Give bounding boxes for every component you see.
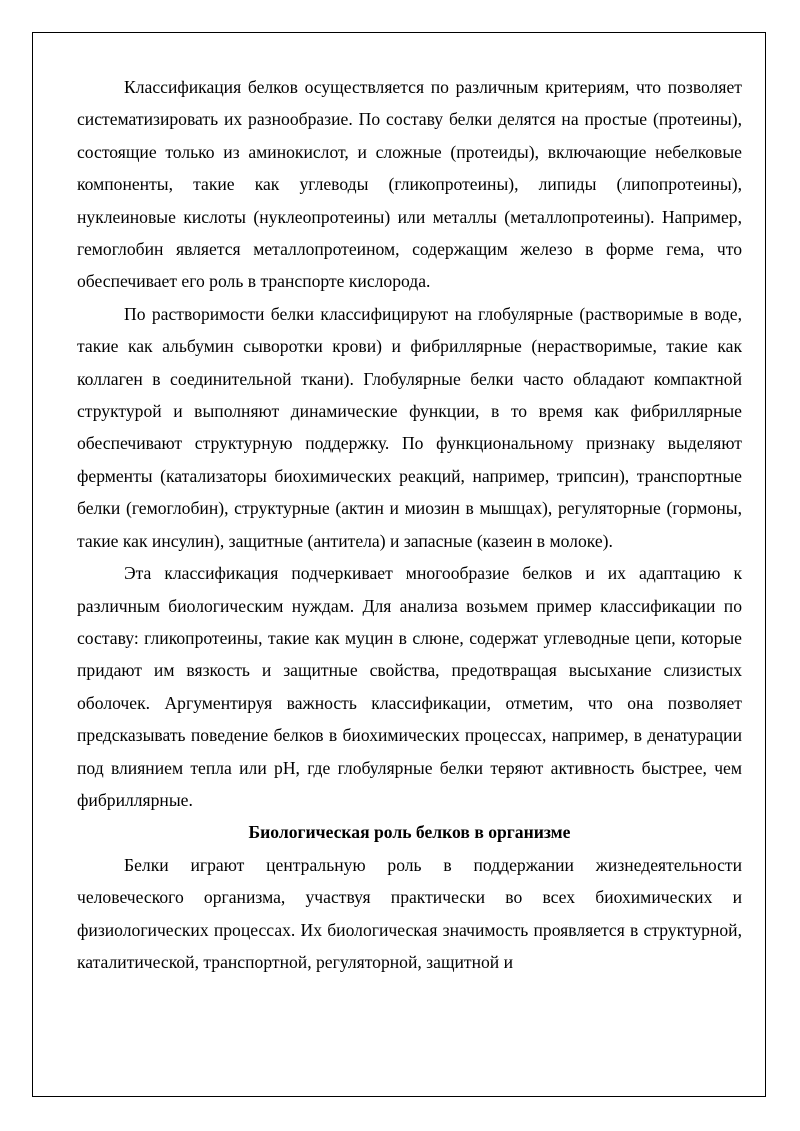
document-body	[77, 71, 742, 978]
paragraph-analysis: Эта классификация подчеркивает многообразие белков и их адаптацию к различным биологическим нуждам. Для анализа возьмем пример классификации по составу: гликопротеины, такие как муцин в слюне, содержат углеводные цепи, которые придают им вязкость и защитные свойства, предотвращая высыхание слизистых оболочек. Аргументируя важность классификации, отметим, что она позволяет предсказывать поведение белков в биохимических процессах, например, в денатурации под влиянием тепла или pH, где глобулярные белки теряют активность быстрее, чем фибриллярные.	[77, 563, 742, 810]
paragraph-biological-role: Белки играют центральную роль в поддержании жизнедеятельности человеческого организма, участвуя практически во всех биохимических и физиологических процессах. Их биологическая значимость проявляется в структурной, каталитической, транспортной, регуляторной, защитной и	[77, 854, 742, 972]
paragraph-solubility: По растворимости белки классифицируют на глобулярные (растворимые в воде, такие как альбумин сыворотки крови) и фибриллярные (нерастворимые, такие как коллаген в соединительной ткани). Глобулярные белки часто обладают компактной структурой и выполняют динамические функции, в то время как фибриллярные обеспечивают структурную поддержку. По функциональному признаку выделяют ферменты (катализаторы биохимических реакций, например, трипсин), транспортные белки (гемоглобин), структурные (актин и миозин в мышцах), регуляторные (гормоны, такие как инсулин), защитные (антитела) и запасные (казеин в молоке).	[77, 303, 742, 551]
section-heading: Биологическая роль белков в организме	[248, 822, 571, 843]
paragraph-classification: Классификация белков осуществляется по различным критериям, что позволяет систематизировать их разнообразие. По составу белки делятся на простые (протеины), состоящие только из аминокислот, и сложные (протеиды), включающие небелковые компоненты, такие как углеводы (гликопротеины), липиды (липопротеины), нуклеиновые кислоты (нуклеопротеины) или металлы (металлопротеины). Например, гемоглобин является металлопротеином, содержащим железо в форме гема, что обеспечивает его роль в транспорте кислорода.	[77, 77, 742, 292]
